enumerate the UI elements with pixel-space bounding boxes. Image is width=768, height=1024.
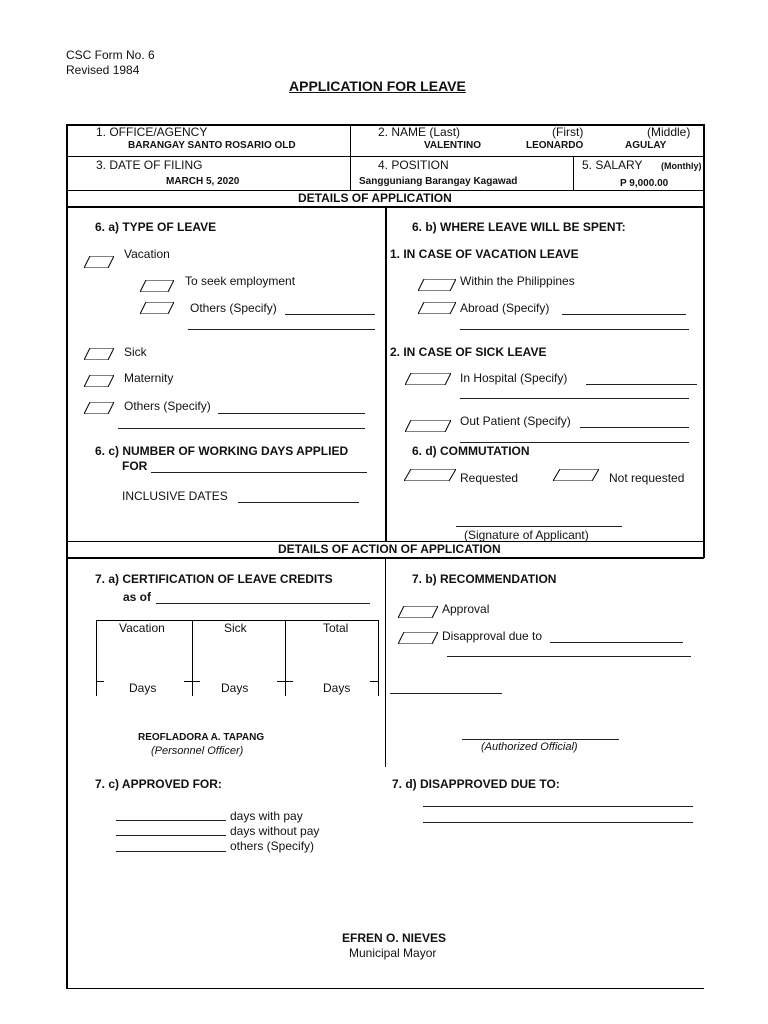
date-label: 3. DATE OF FILING [96,158,203,172]
requested-label: Requested [460,471,519,485]
credits-col-sick: Sick [224,621,247,635]
abroad-line[interactable] [562,314,686,315]
row-divider [66,156,704,157]
credits-days-vacation: Days [129,681,157,695]
office-label: 1. OFFICE/AGENCY [96,125,208,139]
applicant-signature-label: (Signature of Applicant) [464,528,589,542]
requested-checkbox[interactable] [404,469,456,481]
vacation-case-title: 1. IN CASE OF VACATION LEAVE [390,247,579,261]
seek-employment-checkbox[interactable] [140,280,174,292]
form-title: APPLICATION FOR LEAVE [289,78,466,94]
others-leave-line[interactable] [218,413,365,414]
authorized-official-label: (Authorized Official) [481,741,578,753]
form-number: CSC Form No. 6 [66,48,155,62]
days-without-pay-line[interactable] [116,835,226,836]
credits-tick [184,681,200,682]
disapproval-line[interactable] [550,642,683,643]
not-requested-checkbox[interactable] [553,469,599,481]
seek-employment-label: To seek employment [185,274,296,288]
days-with-pay-label: days with pay [230,809,303,823]
position-value[interactable]: Sangguniang Barangay Kagawad [359,176,518,187]
certification-as-of: as of [123,590,152,604]
out-patient-line2[interactable] [460,442,689,443]
credits-col-total: Total [323,621,349,635]
right-border [703,124,705,558]
details-application-title: DETAILS OF APPLICATION [298,191,452,205]
abroad-checkbox[interactable] [418,302,456,314]
credits-days-sick: Days [221,681,249,695]
col-divider [573,156,574,190]
disapproved-line[interactable] [423,806,693,807]
left-border [66,124,68,988]
first-name-value[interactable]: LEONARDO [526,140,584,151]
middle-name-value[interactable]: AGULAY [625,140,667,151]
credits-tick [370,681,379,682]
official-signature-line[interactable] [462,739,619,740]
within-philippines-label: Within the Philippines [460,274,575,288]
certification-title: 7. a) CERTIFICATION OF LEAVE CREDITS [95,572,333,586]
working-days-title: 6. c) NUMBER OF WORKING DAYS APPLIED [95,444,349,458]
col-divider [350,124,351,190]
in-hospital-label: In Hospital (Specify) [460,371,568,385]
out-patient-checkbox[interactable] [405,420,451,432]
office-value[interactable]: BARANGAY SANTO ROSARIO OLD [128,140,296,151]
disapproval-label: Disapproval due to [442,629,543,643]
in-hospital-line2[interactable] [460,398,689,399]
as-of-line[interactable] [156,603,370,604]
maternity-checkbox[interactable] [84,375,114,387]
abroad-label: Abroad (Specify) [460,301,550,315]
approval-label: Approval [442,602,490,616]
disapproval-line2[interactable] [447,656,691,657]
recommendation-title: 7. b) RECOMMENDATION [412,572,557,586]
details-action-title: DETAILS OF ACTION OF APPLICATION [278,542,501,556]
first-name-label: (First) [552,125,584,139]
working-days-for: FOR [122,459,148,473]
col-divider [385,206,387,541]
others-specify-label: others (Specify) [230,839,315,853]
maternity-label: Maternity [124,371,174,385]
inclusive-dates-line[interactable] [238,502,359,503]
others-leave-line2[interactable] [118,428,365,429]
name-label: 2. NAME (Last) [378,125,461,139]
others-vacation-checkbox[interactable] [140,302,174,314]
disapproval-checkbox[interactable] [398,632,438,644]
credits-col-vacation: Vacation [119,621,165,635]
in-hospital-line[interactable] [586,384,697,385]
credits-days-total: Days [323,681,351,695]
within-philippines-checkbox[interactable] [418,279,456,291]
vacation-checkbox[interactable] [84,256,114,268]
vacation-label: Vacation [124,247,170,261]
days-without-pay-label: days without pay [230,824,320,838]
abroad-line2[interactable] [460,329,689,330]
table-bottom-border [66,988,704,989]
approved-for-title: 7. c) APPROVED FOR: [95,777,222,791]
col-divider [385,557,386,767]
others-leave-checkbox[interactable] [84,402,114,414]
inclusive-dates-label: INCLUSIVE DATES [122,489,228,503]
credits-tick [96,681,104,682]
not-requested-label: Not requested [609,471,685,485]
mayor-title: Municipal Mayor [349,946,437,960]
others-vacation-line[interactable] [285,314,375,315]
applicant-signature-line[interactable] [456,526,622,527]
personnel-officer-title: (Personnel Officer) [151,745,244,757]
salary-note: (Monthly) [661,161,702,171]
date-value[interactable]: MARCH 5, 2020 [166,176,240,187]
mayor-name: EFREN O. NIEVES [342,931,447,945]
approval-checkbox[interactable] [398,606,438,618]
commutation-title: 6. d) COMMUTATION [412,444,530,458]
others-vacation-label: Others (Specify) [190,301,277,315]
out-patient-label: Out Patient (Specify) [460,414,571,428]
others-specify-line[interactable] [116,851,226,852]
others-leave-label: Others (Specify) [124,399,211,413]
disapproved-line2[interactable] [423,822,693,823]
sick-checkbox[interactable] [84,348,114,360]
disapproved-title: 7. d) DISAPPROVED DUE TO: [392,777,560,791]
days-with-pay-line[interactable] [116,820,226,821]
in-hospital-checkbox[interactable] [405,373,451,385]
type-of-leave-title: 6. a) TYPE OF LEAVE [95,220,217,234]
position-label: 4. POSITION [378,158,449,172]
out-patient-line[interactable] [580,427,689,428]
salary-value[interactable]: P 9,000.00 [620,178,669,189]
credits-col-line [96,620,97,696]
personnel-officer-name: REOFLADORA A. TAPANG [138,732,265,743]
sick-label: Sick [124,345,147,359]
sick-case-title: 2. IN CASE OF SICK LEAVE [390,345,547,359]
credits-col-line [378,620,379,696]
credits-col-line [192,620,193,696]
credits-tick [277,681,293,682]
credits-col-line [285,620,286,696]
salary-label: 5. SALARY [582,158,643,172]
form-revised: Revised 1984 [66,63,140,77]
recommendation-extra-line[interactable] [390,693,502,694]
working-days-line[interactable] [151,472,367,473]
others-vacation-line2[interactable] [188,329,375,330]
middle-name-label: (Middle) [647,125,691,139]
where-spent-title: 6. b) WHERE LEAVE WILL BE SPENT: [412,220,626,234]
last-name-value[interactable]: VALENTINO [424,140,482,151]
